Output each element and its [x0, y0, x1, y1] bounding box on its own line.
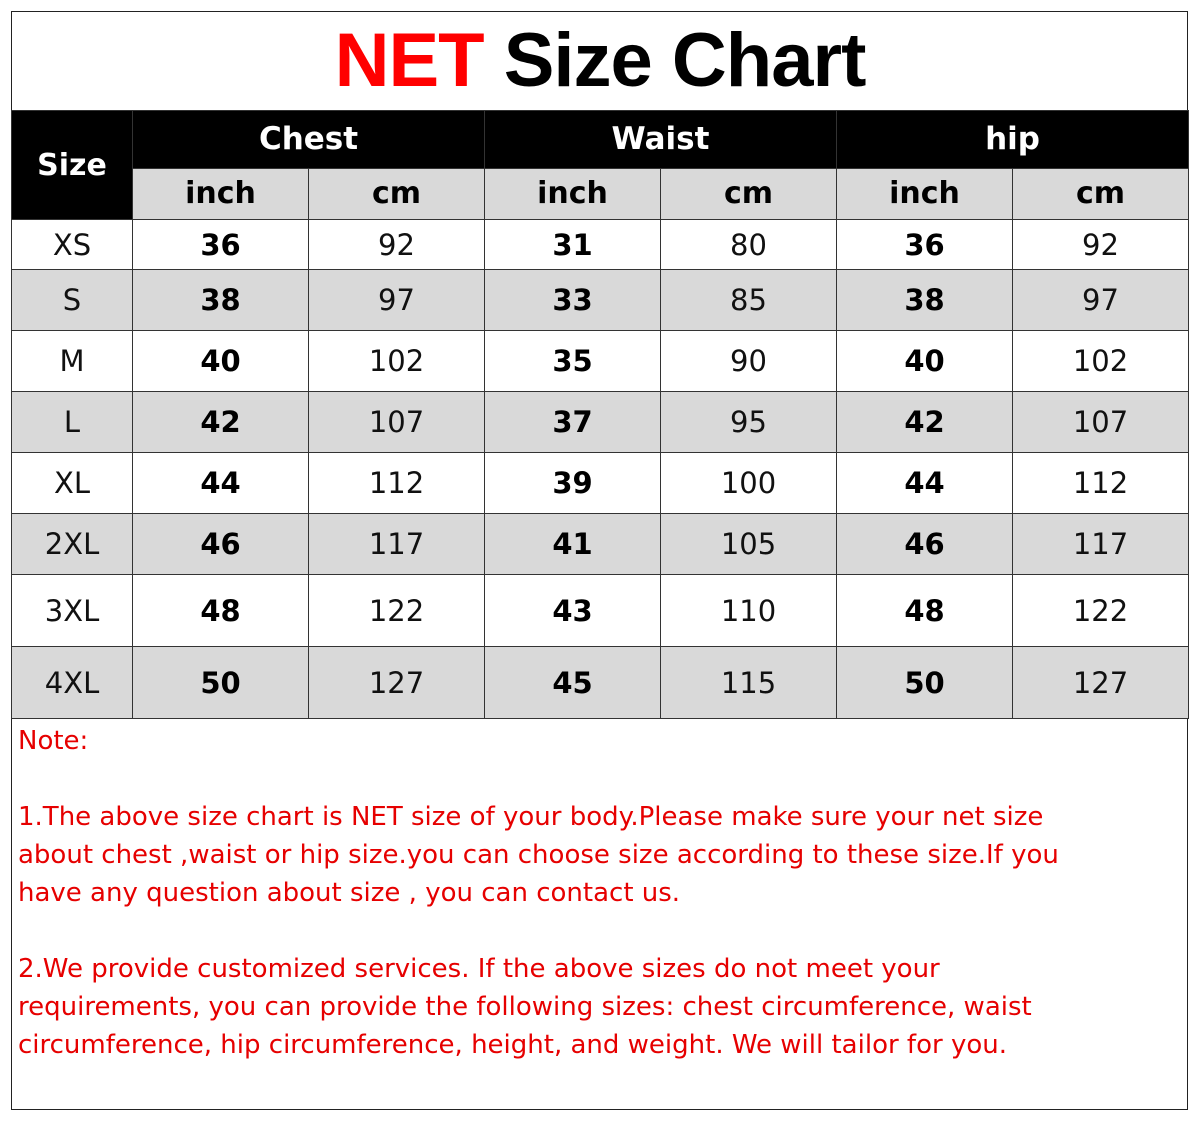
- inch-value-cell: 48: [133, 575, 309, 647]
- inch-value-cell: 39: [485, 453, 661, 514]
- cm-value-cell: 80: [661, 220, 837, 270]
- size-cell: L: [12, 392, 133, 453]
- table-row: [12, 270, 1189, 331]
- cm-value-cell: 112: [1013, 453, 1189, 514]
- cm-value-cell: 110: [661, 575, 837, 647]
- inch-value-cell: 40: [133, 331, 309, 392]
- inch-value-cell: 38: [837, 270, 1013, 331]
- cm-value-cell: 92: [309, 220, 485, 270]
- table-row: [12, 514, 1189, 575]
- size-cell: 3XL: [12, 575, 133, 647]
- table-row: [12, 331, 1189, 392]
- title-net: NET: [334, 18, 484, 103]
- table-row: [12, 647, 1189, 719]
- cm-value-cell: 122: [1013, 575, 1189, 647]
- note-1-line-3: have any question about size , you can contact us.: [18, 878, 681, 908]
- cm-value-cell: 107: [309, 392, 485, 453]
- cm-value-cell: 115: [661, 647, 837, 719]
- note-1-line-1: 1.The above size chart is NET size of your body.Please make sure your net size: [18, 802, 1044, 832]
- inch-value-cell: 36: [837, 220, 1013, 270]
- size-table: [11, 110, 1189, 719]
- unit-hip-inch: inch: [837, 168, 1013, 219]
- notes-section: [18, 722, 1183, 1064]
- inch-value-cell: 44: [133, 453, 309, 514]
- cm-value-cell: 127: [309, 647, 485, 719]
- header-waist: Waist: [485, 111, 837, 169]
- cm-value-cell: 112: [309, 453, 485, 514]
- unit-chest-inch: inch: [133, 168, 309, 219]
- inch-value-cell: 33: [485, 270, 661, 331]
- notes-heading: Note:: [18, 726, 89, 756]
- note-2-line-2: requirements, you can provide the following sizes: chest circumference, waist: [18, 992, 1032, 1022]
- cm-value-cell: 92: [1013, 220, 1189, 270]
- cm-value-cell: 95: [661, 392, 837, 453]
- note-2-line-1: 2.We provide customized services. If the above sizes do not meet your: [18, 954, 940, 984]
- cm-value-cell: 127: [1013, 647, 1189, 719]
- unit-waist-cm: cm: [661, 168, 837, 219]
- table-row: [12, 575, 1189, 647]
- note-2-line-3: circumference, hip circumference, height, and weight. We will tailor for you.: [18, 1030, 1007, 1060]
- header-chest: Chest: [133, 111, 485, 169]
- table-row: [12, 220, 1189, 270]
- cm-value-cell: 90: [661, 331, 837, 392]
- page-title: [0, 12, 1200, 110]
- size-cell: XS: [12, 220, 133, 270]
- size-cell: XL: [12, 453, 133, 514]
- table-row: [12, 392, 1189, 453]
- cm-value-cell: 105: [661, 514, 837, 575]
- inch-value-cell: 45: [485, 647, 661, 719]
- inch-value-cell: 42: [133, 392, 309, 453]
- inch-value-cell: 43: [485, 575, 661, 647]
- size-cell: M: [12, 331, 133, 392]
- inch-value-cell: 38: [133, 270, 309, 331]
- cm-value-cell: 97: [309, 270, 485, 331]
- table-row: [12, 453, 1189, 514]
- cm-value-cell: 85: [661, 270, 837, 331]
- inch-value-cell: 40: [837, 331, 1013, 392]
- cm-value-cell: 97: [1013, 270, 1189, 331]
- inch-value-cell: 35: [485, 331, 661, 392]
- unit-hip-cm: cm: [1013, 168, 1189, 219]
- size-cell: 2XL: [12, 514, 133, 575]
- inch-value-cell: 36: [133, 220, 309, 270]
- inch-value-cell: 44: [837, 453, 1013, 514]
- inch-value-cell: 42: [837, 392, 1013, 453]
- inch-value-cell: 46: [133, 514, 309, 575]
- inch-value-cell: 48: [837, 575, 1013, 647]
- inch-value-cell: 46: [837, 514, 1013, 575]
- header-hip: hip: [837, 111, 1189, 169]
- inch-value-cell: 37: [485, 392, 661, 453]
- unit-waist-inch: inch: [485, 168, 661, 219]
- cm-value-cell: 117: [309, 514, 485, 575]
- cm-value-cell: 100: [661, 453, 837, 514]
- size-cell: S: [12, 270, 133, 331]
- cm-value-cell: 102: [1013, 331, 1189, 392]
- unit-chest-cm: cm: [309, 168, 485, 219]
- cm-value-cell: 117: [1013, 514, 1189, 575]
- cm-value-cell: 102: [309, 331, 485, 392]
- size-cell: 4XL: [12, 647, 133, 719]
- note-1-line-2: about chest ,waist or hip size.you can choose size according to these size.If you: [18, 840, 1059, 870]
- inch-value-cell: 50: [133, 647, 309, 719]
- header-size: Size: [12, 111, 133, 220]
- inch-value-cell: 41: [485, 514, 661, 575]
- cm-value-cell: 122: [309, 575, 485, 647]
- inch-value-cell: 31: [485, 220, 661, 270]
- cm-value-cell: 107: [1013, 392, 1189, 453]
- title-size-chart: Size Chart: [503, 18, 866, 103]
- inch-value-cell: 50: [837, 647, 1013, 719]
